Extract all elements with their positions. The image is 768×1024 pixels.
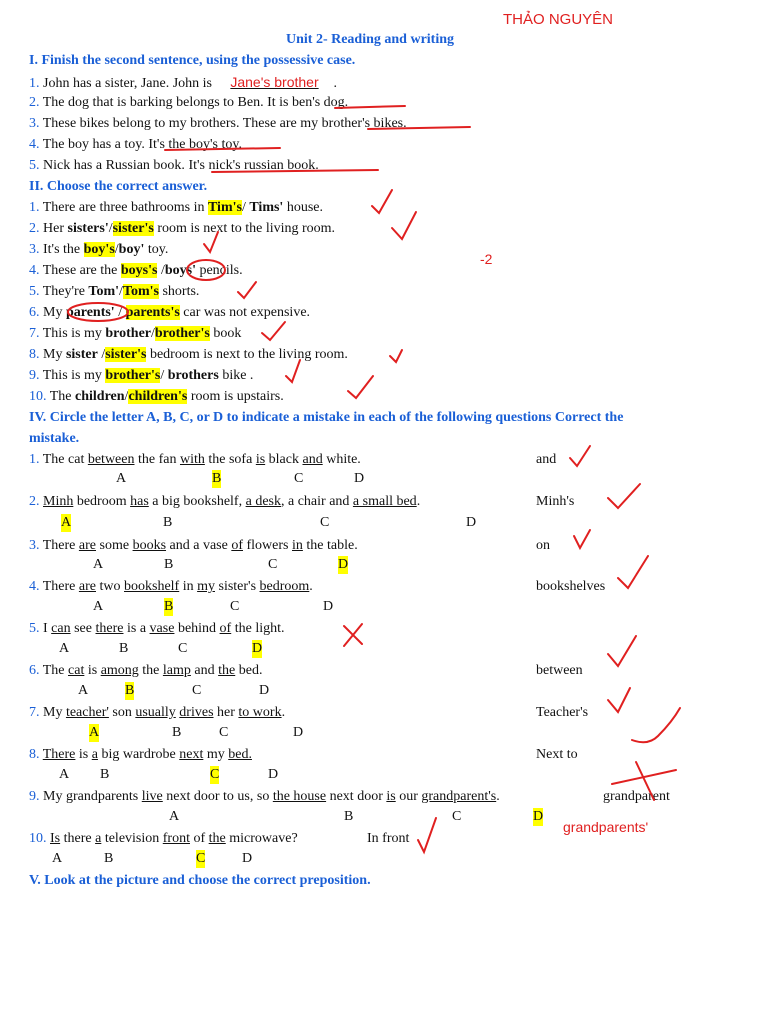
option-word-b: a <box>91 747 98 762</box>
item-number: 9. <box>29 368 40 383</box>
text: . <box>309 579 313 594</box>
option-word-c: lamp <box>162 663 191 678</box>
check-icon <box>570 446 590 466</box>
check-icon <box>238 282 256 298</box>
letter-c: C <box>192 683 202 698</box>
item-number: 10. <box>29 831 47 846</box>
item-number: 4. <box>29 579 40 594</box>
text: is <box>84 663 101 678</box>
item-text-end: . <box>333 76 337 91</box>
option-separator: / <box>97 347 106 362</box>
text: flowers <box>243 538 292 553</box>
letter-c: C <box>294 471 304 486</box>
answer-blank <box>215 73 333 93</box>
text: I <box>43 621 52 636</box>
option-word-d: to work <box>238 705 282 720</box>
item-text: My <box>43 347 66 362</box>
text: next door <box>326 789 387 804</box>
text: my <box>203 747 229 762</box>
option: Tom' <box>88 284 120 299</box>
item-number: 9. <box>29 789 40 804</box>
option: boy' <box>118 242 145 257</box>
s2-item-5 <box>29 283 199 301</box>
option-word-b: there <box>95 621 124 636</box>
check-icon <box>418 818 436 852</box>
text: is <box>75 747 92 762</box>
option-separator: / <box>151 326 155 341</box>
option-word-b: has <box>130 494 149 509</box>
option-word-a: There <box>42 747 76 762</box>
s4-item-7 <box>29 704 285 722</box>
text: the table. <box>302 538 358 553</box>
item-text-end: book <box>209 326 242 341</box>
option-selected: parents's <box>125 305 180 320</box>
item-number: 5. <box>29 158 40 173</box>
item-text: The boy has a toy. <box>42 137 149 152</box>
item-number: 3. <box>29 116 40 131</box>
item-text: This is my <box>42 326 106 341</box>
s4-item-10 <box>29 830 298 848</box>
item-number: 7. <box>29 705 40 720</box>
item-text: The <box>49 389 76 404</box>
handwritten-answer: Jane's brother <box>230 74 319 90</box>
handwritten-answer: It's nick's russian book. <box>188 158 319 173</box>
option-separator: / <box>114 305 126 320</box>
text: . <box>281 705 286 720</box>
text: the <box>138 663 163 678</box>
text: some <box>96 538 133 553</box>
s4-item-2 <box>29 493 420 511</box>
page-title: Unit 2- Reading and writing <box>286 32 455 47</box>
option-word-c: front <box>162 831 190 846</box>
item-text: Her <box>43 221 68 236</box>
author-name: THẢO NGUYÊN <box>503 11 614 28</box>
s4-item-4 <box>29 578 313 596</box>
item-number: 6. <box>29 663 40 678</box>
s2-item-3 <box>29 241 168 259</box>
text: black <box>265 452 303 467</box>
letter-b: B <box>100 767 110 782</box>
letter-a: A <box>116 471 127 486</box>
item-text-end: room is next to the living room. <box>153 221 336 236</box>
letter-d: D <box>252 641 263 656</box>
letter-c: C <box>178 641 188 656</box>
check-icon <box>574 530 590 548</box>
item-text-end: . <box>403 116 407 131</box>
option-word-c: is <box>255 452 266 467</box>
item-number: 2. <box>29 494 40 509</box>
correction: and <box>536 452 557 467</box>
text: and a vase <box>166 538 232 553</box>
s2-item-7 <box>29 325 241 343</box>
letter-c: C <box>268 557 278 572</box>
check-icon <box>262 322 285 340</box>
item-text-end: bedroom is next to the living room. <box>146 347 348 362</box>
text: bed. <box>235 663 263 678</box>
item-number: 1. <box>29 200 40 215</box>
s2-item-4 <box>29 262 243 280</box>
letter-a: A <box>52 851 63 866</box>
text: There <box>42 579 79 594</box>
item-number: 3. <box>29 242 40 257</box>
letter-d: D <box>259 683 270 698</box>
option-selected: sister's <box>105 347 147 362</box>
letter-d: D <box>338 557 349 572</box>
option-selected: children's <box>128 389 188 404</box>
text: My grandparents <box>43 789 142 804</box>
letter-a: A <box>93 599 104 614</box>
letter-d: D <box>323 599 334 614</box>
s2-item-10 <box>29 388 284 406</box>
check-icon <box>608 688 630 712</box>
text: the fan <box>134 452 180 467</box>
handwritten-answer: It's the boy's toy. <box>148 137 242 152</box>
letter-b: B <box>344 809 354 824</box>
option-word-b: among <box>100 663 139 678</box>
section-1-heading: I. Finish the second sentence, using the possessive case. <box>29 53 356 68</box>
option: sisters' <box>67 221 109 236</box>
check-icon <box>608 484 640 508</box>
text: white. <box>322 452 361 467</box>
text: and <box>190 663 219 678</box>
option-word-a: live <box>141 789 163 804</box>
text: microwave? <box>225 831 298 846</box>
option-word-c: my <box>197 579 215 594</box>
text: , a chair and <box>281 494 353 509</box>
text: bedroom <box>73 494 131 509</box>
correction: Next to <box>536 747 578 762</box>
correction: on <box>536 538 550 553</box>
s2-item-6 <box>29 304 310 322</box>
letter-a: A <box>59 767 70 782</box>
s1-item-3 <box>29 115 407 133</box>
option-selected: sister's <box>112 221 154 236</box>
letter-a: A <box>78 683 89 698</box>
letter-b: B <box>164 599 174 614</box>
item-text: There are three bathrooms in <box>42 200 208 215</box>
item-number: 2. <box>29 95 40 110</box>
s2-item-9 <box>29 367 253 385</box>
text: the sofa <box>204 452 256 467</box>
option-word-c: next <box>179 747 204 762</box>
letter-c: C <box>452 809 462 824</box>
option-word-a: between <box>87 452 135 467</box>
option-word-d: grandparent's <box>421 789 497 804</box>
letter-d: D <box>533 809 544 824</box>
section-5-heading: V. Look at the picture and choose the correct preposition. <box>29 873 371 888</box>
s4-item-6 <box>29 662 262 680</box>
cross-icon <box>344 624 362 646</box>
option-word-a: are <box>78 538 96 553</box>
correction: between <box>536 663 583 678</box>
letter-c: C <box>196 851 206 866</box>
letter-d: D <box>242 851 253 866</box>
item-number: 6. <box>29 305 40 320</box>
item-text: This is my <box>42 368 106 383</box>
correction: grandparent <box>603 789 670 804</box>
item-text-end: bike . <box>218 368 254 383</box>
option-word-c: drives <box>179 705 214 720</box>
item-text: Nick has a Russian book. <box>43 158 189 173</box>
letter-b: B <box>163 515 173 530</box>
text: big wardrobe <box>97 747 180 762</box>
option-separator: / <box>114 242 119 257</box>
option-selected: brother's <box>105 368 161 383</box>
item-text: John has a sister, Jane. John is <box>43 76 216 91</box>
option: children <box>75 389 125 404</box>
option-word-d: bed. <box>228 747 252 762</box>
text: is a <box>123 621 150 636</box>
text: her <box>213 705 239 720</box>
s1-item-2 <box>29 94 348 112</box>
option-word-a: are <box>78 579 96 594</box>
s1-item-1 <box>29 73 337 93</box>
text: see <box>70 621 96 636</box>
letter-a: A <box>169 809 180 824</box>
check-icon <box>632 708 680 742</box>
option-word-d: of <box>219 621 232 636</box>
option-separator: / <box>160 368 168 383</box>
correction: Minh's <box>536 494 575 509</box>
option-word-c: a desk <box>245 494 281 509</box>
text: . <box>496 789 500 804</box>
item-number: 2. <box>29 221 40 236</box>
text: My <box>43 705 66 720</box>
item-text-end: shorts. <box>158 284 200 299</box>
option-selected: boy's <box>83 242 115 257</box>
text: . <box>416 494 421 509</box>
letter-b: B <box>172 725 182 740</box>
handwritten-answer: ben's dog. <box>292 95 349 110</box>
text: our <box>395 789 422 804</box>
item-text-end: room is upstairs. <box>187 389 284 404</box>
check-icon <box>390 350 402 362</box>
option-word-b: a <box>95 831 102 846</box>
letter-d: D <box>466 515 477 530</box>
item-number: 5. <box>29 284 40 299</box>
option-selected: boys's <box>120 263 158 278</box>
item-number: 10. <box>29 389 47 404</box>
text: son <box>108 705 136 720</box>
text: The cat <box>42 452 88 467</box>
letter-b: B <box>104 851 114 866</box>
s4-item-9 <box>29 788 500 806</box>
text: of <box>189 831 209 846</box>
text: in <box>179 579 198 594</box>
item-number: 4. <box>29 263 40 278</box>
option-word-a: cat <box>68 663 85 678</box>
text: television <box>101 831 163 846</box>
option-word-d: the <box>218 663 236 678</box>
option-separator: / <box>241 200 250 215</box>
item-number: 7. <box>29 326 40 341</box>
item-text: It's the <box>43 242 84 257</box>
option-word-b: the house <box>272 789 327 804</box>
item-number: 5. <box>29 621 40 636</box>
option-selected: Tim's <box>207 200 242 215</box>
s4-item-1 <box>29 451 361 469</box>
letter-d: D <box>268 767 279 782</box>
letter-b: B <box>125 683 135 698</box>
s1-item-4 <box>29 136 242 154</box>
text: there <box>60 831 96 846</box>
option-separator: / <box>157 263 165 278</box>
option: Tims' <box>249 200 284 215</box>
check-icon <box>392 212 416 239</box>
text: behind <box>174 621 220 636</box>
s4-item-3 <box>29 537 358 555</box>
text: The <box>42 663 69 678</box>
letter-a: A <box>89 725 100 740</box>
item-number: 8. <box>29 747 40 762</box>
option-separator: / <box>124 389 129 404</box>
option-word-a: teacher' <box>65 705 109 720</box>
option-word-d: in <box>292 538 303 553</box>
option-word-c: vase <box>149 621 175 636</box>
item-text: They're <box>42 284 89 299</box>
item-text: These bikes belong to my brothers. These are my <box>42 116 322 131</box>
s2-item-1 <box>29 199 323 217</box>
handwritten-correction: grandparents' <box>563 819 649 835</box>
item-number: 4. <box>29 137 40 152</box>
item-text-end: toy. <box>144 242 169 257</box>
option-word-b: books <box>132 538 167 553</box>
score-note: -2 <box>480 251 493 267</box>
handwritten-answer: brother's bikes <box>321 116 404 131</box>
correction: Teacher's <box>536 705 589 720</box>
letter-b: B <box>164 557 174 572</box>
s2-item-2 <box>29 220 335 238</box>
option-word-a: can <box>51 621 71 636</box>
option-word-d: a small bed <box>352 494 417 509</box>
item-number: 8. <box>29 347 40 362</box>
option-word-a: Is <box>50 831 61 846</box>
letter-d: D <box>354 471 365 486</box>
letter-a: A <box>59 641 70 656</box>
s2-item-8 <box>29 346 348 364</box>
option-word-b: bookshelf <box>124 579 180 594</box>
section-4-heading-line1: IV. Circle the letter A, B, C, or D to indicate a mistake in each of the following questions Correct the <box>29 410 624 425</box>
letter-c: C <box>320 515 330 530</box>
item-number: 1. <box>29 76 40 91</box>
text: a big bookshelf, <box>148 494 246 509</box>
option-word-b: with <box>179 452 205 467</box>
text: sister's <box>215 579 260 594</box>
item-text: These are the <box>42 263 121 278</box>
option: brother <box>105 326 151 341</box>
section-4-heading-line2: mistake. <box>29 431 80 446</box>
check-icon <box>348 376 373 398</box>
option-word-d: and <box>302 452 323 467</box>
text: There <box>42 538 79 553</box>
letter-b: B <box>212 471 222 486</box>
item-text-end: house. <box>283 200 323 215</box>
letter-c: C <box>210 767 220 782</box>
option: sister <box>65 347 98 362</box>
option-word-b: usually <box>135 705 176 720</box>
correction: bookshelves <box>536 579 606 594</box>
letter-c: C <box>219 725 229 740</box>
letter-c: C <box>230 599 240 614</box>
letter-d: D <box>293 725 304 740</box>
option-word-d: the <box>208 831 226 846</box>
check-icon <box>618 556 648 588</box>
item-text-end: car was not expensive. <box>179 305 311 320</box>
option-selected: brother's <box>154 326 210 341</box>
item-number: 3. <box>29 538 40 553</box>
text: two <box>96 579 124 594</box>
item-text: The dog that is barking belongs to Ben. It is <box>42 95 292 110</box>
option-circled: parents' <box>65 305 115 320</box>
s4-item-5 <box>29 620 285 638</box>
option-separator: / <box>108 221 113 236</box>
text: the light. <box>231 621 285 636</box>
s4-item-8 <box>29 746 252 764</box>
letter-b: B <box>119 641 129 656</box>
option-selected: Tom's <box>122 284 159 299</box>
option-word-c: is <box>386 789 396 804</box>
option-separator: / <box>119 284 123 299</box>
section-2-heading: II. Choose the correct answer. <box>29 179 208 194</box>
check-icon <box>608 636 636 666</box>
letter-a: A <box>61 515 72 530</box>
check-icon <box>372 190 392 213</box>
item-number: 1. <box>29 452 40 467</box>
text: next door to us, so <box>162 789 273 804</box>
option-circled: boys' <box>164 263 196 278</box>
option: brothers <box>167 368 219 383</box>
item-text: My <box>43 305 66 320</box>
option-word-a: Minh <box>43 494 74 509</box>
item-text-end: pencils. <box>195 263 243 278</box>
option-word-d: bedroom <box>259 579 310 594</box>
option-word-c: of <box>231 538 243 553</box>
correction: In front <box>367 831 410 846</box>
s1-item-5 <box>29 157 319 175</box>
letter-a: A <box>93 557 104 572</box>
